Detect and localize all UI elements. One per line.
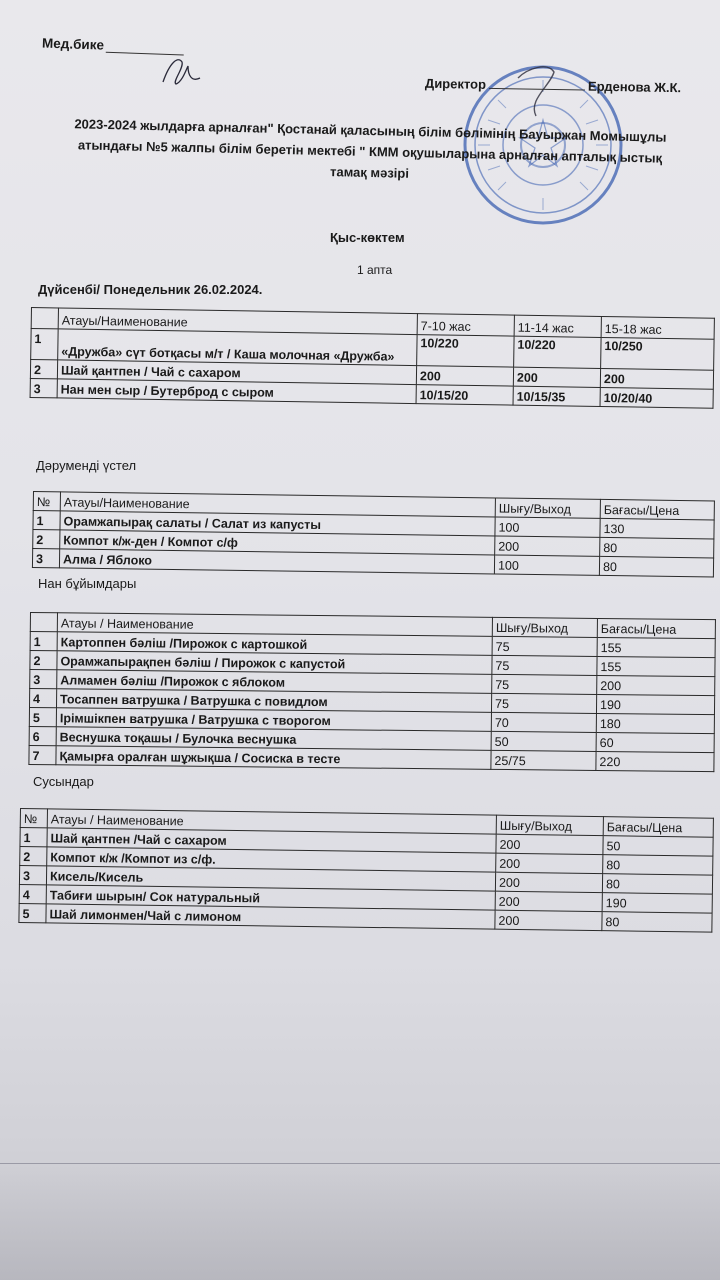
dish-output: 70 — [491, 712, 596, 732]
dish-output: 100 — [495, 517, 600, 537]
dish-name: Картоппен бәліш /Пирожок с картошкой — [57, 632, 492, 656]
dish-name: «Дружба» сүт ботқасы м/т / Каша молочная «Дружба» — [58, 329, 417, 366]
drink-output: 200 — [495, 891, 602, 911]
drink-price: 50 — [603, 836, 713, 857]
dish-output: 75 — [491, 693, 596, 713]
dish-name: Алмамен бәліш /Пирожок с яблоком — [57, 670, 492, 694]
row-number: 7 — [29, 745, 56, 764]
portion-15-18: 200 — [600, 368, 713, 389]
dish-name: Тосаппен ватрушка / Ватрушка с повидлом — [56, 689, 491, 713]
table-header-cell: Бағасы/Цена — [603, 817, 713, 838]
dish-price: 80 — [599, 556, 713, 577]
dish-price: 155 — [597, 656, 715, 676]
dish-name: Қамырға оралған шұжықша / Сосиска в тесте — [56, 746, 491, 770]
drink-output: 200 — [496, 853, 603, 873]
dish-price: 220 — [596, 751, 714, 771]
dish-output: 50 — [491, 731, 596, 751]
row-number: 3 — [32, 549, 59, 568]
drink-output: 200 — [495, 872, 602, 892]
table-header-cell — [30, 613, 57, 632]
row-number: 1 — [33, 511, 60, 530]
drink-price: 80 — [603, 855, 713, 876]
director-label: Директор — [424, 75, 487, 92]
table-header-cell: Атауы/Наименование — [60, 492, 495, 517]
dish-name: Орамжапырақ салаты / Салат из капусты — [60, 511, 495, 536]
drink-price: 190 — [602, 893, 712, 914]
dish-name: Веснушка тоқашы / Булочка веснушка — [56, 727, 491, 751]
dish-output: 100 — [494, 555, 599, 575]
bakery-table — [28, 612, 716, 772]
row-number: 1 — [30, 632, 57, 651]
portion-15-18: 10/20/40 — [600, 387, 713, 408]
nurse-signature-icon — [158, 52, 203, 92]
portion-15-18: 10/250 — [601, 337, 714, 370]
row-number: 3 — [30, 378, 57, 397]
dish-output: 75 — [492, 636, 597, 656]
dish-output: 75 — [492, 655, 597, 675]
table-header-cell: 7-10 жас — [417, 314, 514, 337]
dish-price: 190 — [596, 694, 714, 714]
row-number: 4 — [29, 689, 56, 708]
director-name: Ерденова Ж.К. — [587, 78, 682, 96]
portion-7-10: 10/220 — [417, 335, 514, 368]
dish-price: 80 — [600, 537, 714, 558]
table-header-cell: № — [20, 809, 47, 828]
portion-11-14: 10/220 — [514, 336, 601, 368]
table-header-cell: 15-18 жас — [601, 316, 714, 339]
drink-name: Табиғи шырын/ Сок натуральный — [46, 885, 495, 910]
page-shadow — [0, 1160, 720, 1280]
portion-7-10: 200 — [416, 366, 513, 387]
row-number: 5 — [19, 903, 46, 922]
dish-output: 75 — [492, 674, 597, 694]
row-number: 2 — [33, 530, 60, 549]
drink-name: Компот к/ж /Компот из с/ф. — [47, 847, 496, 872]
section-label-bakery: Нан бұйымдары — [38, 576, 137, 591]
table-header-cell: № — [33, 492, 60, 511]
dish-name: Компот к/ж-ден / Компот с/ф — [60, 530, 495, 555]
row-number: 6 — [29, 726, 56, 745]
row-number: 1 — [20, 828, 47, 847]
row-number: 2 — [30, 651, 57, 670]
table-header-cell: 11-14 жас — [514, 315, 601, 337]
day-heading: Дүйсенбі/ Понедельник 26.02.2024. — [38, 282, 263, 297]
drink-name: Шай қантпен /Чай с сахаром — [47, 828, 496, 853]
row-number: 5 — [29, 708, 56, 727]
table-header-cell: Бағасы/Цена — [597, 618, 715, 638]
drink-price: 80 — [602, 912, 712, 933]
dish-name: Шай қантпен / Чай с сахаром — [57, 360, 416, 385]
dish-name: Нан мен сыр / Бутерброд с сыром — [57, 379, 416, 404]
drink-name: Кисель/Кисель — [46, 866, 495, 891]
section-label-vitamin: Дәруменді үстел — [36, 458, 137, 473]
row-number: 3 — [30, 670, 57, 689]
season-label: Қыс-көктем — [330, 230, 405, 245]
dish-price: 130 — [600, 518, 714, 539]
vitamin-table — [32, 491, 715, 578]
drink-output: 200 — [496, 834, 603, 854]
nurse-label: Мед.бике — [41, 35, 105, 53]
dish-name: Алма / Яблоко — [59, 549, 494, 574]
row-number: 1 — [31, 329, 58, 360]
signature-underline — [489, 76, 585, 91]
table-header-cell: Шығу/Выход — [492, 617, 597, 637]
table-header-cell — [31, 308, 58, 329]
dish-price: 200 — [597, 675, 715, 695]
portion-11-14: 10/15/35 — [513, 386, 600, 406]
portion-11-14: 200 — [513, 367, 600, 387]
dish-output: 200 — [495, 536, 600, 556]
row-number: 3 — [19, 866, 46, 885]
drinks-table — [18, 808, 714, 933]
drink-name: Шай лимонмен/Чай с лимоном — [46, 904, 495, 929]
title-line-1: 2023-2024 жылдарға арналған" Қостанай қаласының білім бөлімінің Бауыржан Момышұлы — [74, 116, 667, 145]
portion-7-10: 10/15/20 — [416, 385, 513, 406]
row-number: 4 — [19, 884, 46, 903]
dish-name: Орамжапырақпен бәліш / Пирожок с капустой — [57, 651, 492, 675]
drink-output: 200 — [495, 910, 602, 930]
table-header-cell: Бағасы/Цена — [600, 499, 714, 520]
row-number: 2 — [30, 360, 57, 379]
table-header-cell: Атауы/Наименование — [58, 308, 417, 335]
dish-price: 60 — [596, 732, 714, 752]
drink-price: 80 — [602, 874, 712, 895]
title-line-2: атындағы №5 жалпы білім беретін мектебі " КММ оқушыларына арналған апталық ыстық — [77, 137, 663, 166]
table-header-cell: Атауы / Наименование — [47, 809, 496, 834]
table-header-cell: Шығу/Выход — [496, 815, 603, 835]
row-number: 2 — [20, 847, 47, 866]
dish-price: 155 — [597, 637, 715, 657]
dish-name: Ірімшікпен ватрушка / Ватрушка с творогом — [56, 708, 491, 732]
dish-price: 180 — [596, 713, 714, 733]
title-line-3: тамақ мәзірі — [329, 164, 410, 181]
dish-output: 25/75 — [491, 750, 596, 770]
breakfast-table — [30, 307, 715, 409]
table-header-cell: Атауы / Наименование — [57, 613, 492, 637]
table-header-cell: Шығу/Выход — [495, 498, 600, 518]
section-label-drinks: Сусындар — [33, 774, 94, 789]
week-label: 1 апта — [357, 263, 393, 277]
